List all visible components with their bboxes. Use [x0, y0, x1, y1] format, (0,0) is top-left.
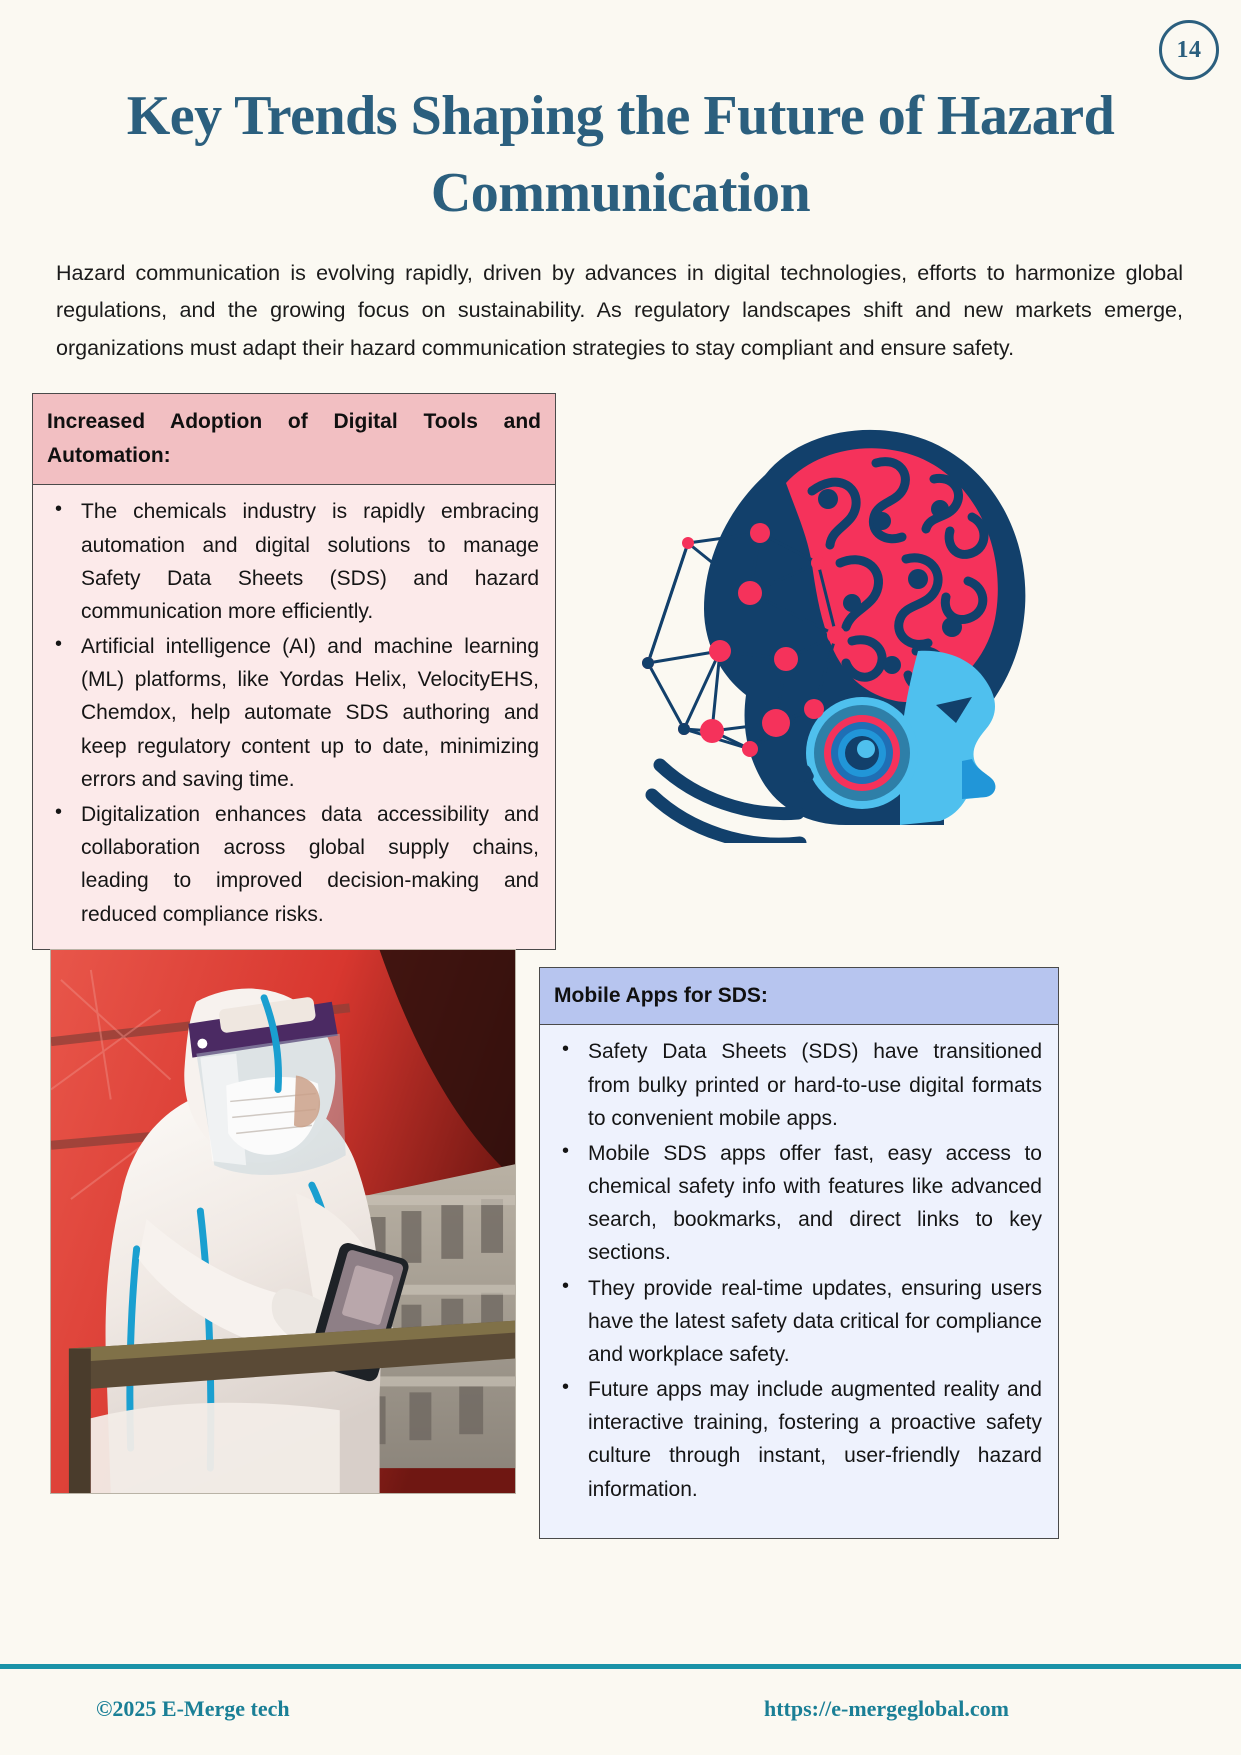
footer-divider: [0, 1664, 1241, 1669]
blue-callout-body: [540, 1025, 1058, 1537]
list-item: • They provide real-time updates, ensuring users have the latest safety data critical for compliance and workplace safety.: [584, 1272, 1042, 1372]
page-number-badge: [1159, 20, 1219, 80]
list-item: • Safety Data Sheets (SDS) have transitioned from bulky printed or hard-to-use digital formats to convenient mobile apps.: [584, 1035, 1042, 1135]
list-item: • Mobile SDS apps offer fast, easy access to chemical safety info with features like advanced search, bookmarks, and direct links to key sections.: [584, 1137, 1042, 1270]
list-item: • Artificial intelligence (AI) and machine learning (ML) platforms, like Yordas Helix, VelocityEHS, Chemdox, help automate SDS authoring and keep regulatory content up to date, minimizing errors and saving time.: [77, 630, 539, 796]
blue-callout-heading-text: Mobile Apps for SDS:: [554, 984, 768, 1008]
list-item: • Future apps may include augmented reality and interactive training, fostering a proactive safety culture through instant, user-friendly hazard information.: [584, 1373, 1042, 1506]
pink-callout-box: [32, 393, 556, 949]
worker-in-ppe-using-smartphone-photo: [50, 949, 516, 1494]
pink-bullet-list: [41, 495, 539, 930]
pink-callout-body: [33, 485, 555, 948]
intro-paragraph: Hazard communication is evolving rapidly, driven by advances in digital technologies, efforts to harmonize global regulations, and the growing focus on sustainability. As regulatory landscapes shift and new markets emerge, organizations must adapt their hazard communication strategies to stay compliant and ensure safety.: [56, 260, 1183, 360]
page-title: Key Trends Shaping the Future of Hazard Communication: [126, 85, 1115, 225]
blue-callout-box: [539, 967, 1059, 1538]
page-footer: [0, 1689, 1241, 1729]
ai-brain-head-network-icon: [600, 413, 1060, 843]
page-number-text: 14: [1176, 36, 1202, 63]
footer-copyright: ©2025 E-Merge tech: [96, 1696, 290, 1721]
footer-website-link[interactable]: https://e-mergeglobal.com: [764, 1696, 1009, 1721]
section-digital-tools: [0, 393, 1241, 933]
list-item: • Digitalization enhances data accessibility and collaboration across global supply chains, leading to improved decision-making and reduced compliance risks.: [77, 798, 539, 931]
pink-callout-heading: [33, 394, 555, 485]
list-item: • The chemicals industry is rapidly embracing automation and digital solutions to manage Safety Data Sheets (SDS) and hazard communication more efficiently.: [77, 495, 539, 628]
blue-callout-heading: [540, 968, 1058, 1025]
blue-bullet-list: [548, 1035, 1042, 1505]
pink-callout-heading-text: Increased Adoption of Digital Tools and Automation:: [47, 410, 541, 468]
section-mobile-apps: [0, 949, 1241, 1524]
